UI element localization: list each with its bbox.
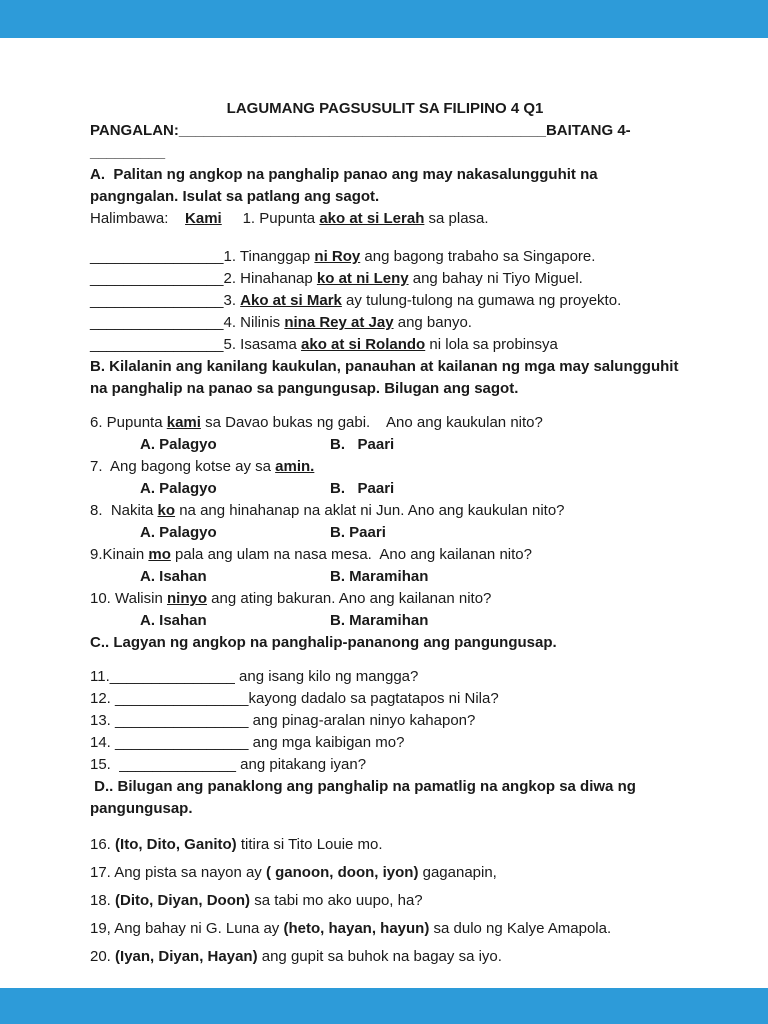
choices-line-7	[90, 478, 680, 500]
choice-b: B. Paari	[330, 480, 395, 497]
choices-line-10	[90, 610, 680, 632]
underlined-word: kami	[166, 414, 201, 431]
question-text: 4. Nilinis	[223, 314, 285, 331]
question-text: sa tabi mo ako uupo, ha?	[250, 892, 423, 909]
name-label: PANGALAN:	[90, 122, 179, 139]
question-text: titira si Tito Louie mo.	[236, 836, 383, 853]
choice-parenthetical: (Dito, Diyan, Doon)	[115, 892, 251, 909]
question-text: 10. Walisin	[90, 590, 167, 607]
question-text: sa dulo ng Kalye Amapola.	[429, 920, 612, 937]
underlined-word: amin.	[275, 458, 315, 475]
answer-blank: ______________	[119, 756, 236, 773]
question-number: 15.	[90, 756, 120, 773]
choice-a: A. Palagyo	[140, 480, 217, 497]
question-text: ang pinag-aralan ninyo kahapon?	[248, 712, 476, 729]
question-text: 17. Ang pista sa nayon ay	[90, 864, 266, 881]
question-number: 14.	[90, 734, 116, 751]
question-line-4	[90, 312, 680, 334]
answer-blank: ________________	[90, 248, 224, 265]
question-text: ang gupit sa buhok na bagay sa iyo.	[257, 948, 502, 965]
answer-blank: ________________	[90, 314, 224, 331]
question-number: 13.	[90, 712, 116, 729]
question-line-12	[90, 688, 680, 710]
question-text: ang ating bakuran. Ano ang kailanan nito?	[206, 590, 492, 607]
question-line-2	[90, 268, 680, 290]
question-text: 8. Nakita	[90, 502, 158, 519]
section-a-heading: A. Palitan ng angkop na panghalip panao ang may nakasalungguhit na pangngalan. Isulat sa patlang ang sagot.	[90, 166, 602, 205]
section-b-heading: B. Kilalanin ang kanilang kaukulan, panauhan at kailanan ng mga may salungguhit na panghalip na panao sa pangungusap. Bilugan ang sagot.	[90, 358, 683, 397]
answer-blank: ________________	[90, 292, 224, 309]
question-line-20	[90, 946, 680, 968]
question-text: ang mga kaibigan mo?	[248, 734, 405, 751]
question-text: 5. Isasama	[223, 336, 302, 353]
answer-blank: ________________	[115, 734, 249, 751]
question-text: 2. Hinahanap	[223, 270, 317, 287]
question-text: ay tulung-tulong na gumawa ng proyekto.	[341, 292, 622, 309]
question-line-10	[90, 588, 680, 610]
answer-blank: ________________	[115, 712, 249, 729]
question-line-17	[90, 862, 680, 884]
choice-parenthetical: (heto, hayan, hayun)	[283, 920, 430, 937]
worksheet-content	[90, 38, 683, 974]
choice-b: B. Maramihan	[330, 612, 429, 629]
name-blank-line: ____________________________________________	[178, 122, 546, 139]
question-line-11	[90, 666, 680, 688]
choice-parenthetical: ( ganoon, doon, iyon)	[265, 864, 419, 881]
question-line-16	[90, 834, 680, 856]
section-b-items	[90, 412, 680, 632]
answer-blank: ________________	[115, 690, 249, 707]
choice-a: A. Palagyo	[140, 524, 217, 541]
choices-line-6	[90, 434, 680, 456]
example-post-text: sa plasa.	[424, 210, 489, 227]
choice-parenthetical: (Ito, Dito, Ganito)	[115, 836, 237, 853]
section-a-example	[90, 208, 680, 230]
question-text: 1. Tinanggap	[223, 248, 315, 265]
viewer-bottom-bar	[0, 988, 768, 1024]
question-line-15	[90, 754, 680, 776]
question-text: ni lola sa probinsya	[425, 336, 558, 353]
question-text: sa Davao bukas ng gabi. Ano ang kaukulan nito?	[200, 414, 543, 431]
question-text: gaganapin,	[418, 864, 497, 881]
question-text: ang banyo.	[393, 314, 472, 331]
question-text: 7. Ang bagong kotse ay sa	[90, 458, 276, 475]
question-line-1	[90, 246, 680, 268]
question-text: 20.	[90, 948, 116, 965]
underlined-word: ninyo	[166, 590, 207, 607]
page-title: LAGUMANG PAGSUSULIT SA FILIPINO 4 Q1	[226, 100, 544, 117]
question-line-13	[90, 710, 680, 732]
answer-blank: _______________	[109, 668, 235, 685]
question-text: ang isang kilo ng mangga?	[234, 668, 419, 685]
question-line-18	[90, 890, 680, 912]
question-line-14	[90, 732, 680, 754]
question-text: 3.	[223, 292, 241, 309]
question-text: ang pitakang iyan?	[235, 756, 367, 773]
choice-b: B. Maramihan	[330, 568, 429, 585]
question-line-6	[90, 412, 680, 434]
underlined-word: mo	[148, 546, 171, 563]
question-line-5	[90, 334, 680, 356]
choices-line-8	[90, 522, 680, 544]
choice-a: A. Isahan	[140, 612, 207, 629]
question-text: kayong dadalo sa pagtatapos ni Nila?	[248, 690, 499, 707]
question-text: 19, Ang bahay ni G. Luna ay	[90, 920, 284, 937]
choice-b: B. Paari	[330, 524, 386, 541]
question-text: 16.	[90, 836, 116, 853]
example-underlined-word: ako at si Lerah	[319, 210, 425, 227]
answer-blank: ________________	[90, 336, 224, 353]
choice-a: A. Isahan	[140, 568, 207, 585]
choice-parenthetical: (Iyan, Diyan, Hayan)	[115, 948, 258, 965]
answer-blank: ________________	[90, 270, 224, 287]
question-text: 18.	[90, 892, 116, 909]
question-text: 6. Pupunta	[90, 414, 167, 431]
question-text: na ang hinahanap na aklat ni Jun. Ano ang kaukulan nito?	[175, 502, 565, 519]
question-text: ang bagong trabaho sa Singapore.	[360, 248, 596, 265]
question-line-7	[90, 456, 680, 478]
question-text: pala ang ulam na nasa mesa. Ano ang kailanan nito?	[170, 546, 532, 563]
section-d-items	[90, 834, 680, 968]
question-line-19	[90, 918, 680, 940]
underlined-word: nina Rey at Jay	[284, 314, 394, 331]
name-grade-line	[90, 120, 680, 164]
choice-a: A. Palagyo	[140, 436, 217, 453]
underlined-word: Ako at si Mark	[240, 292, 342, 309]
question-text: ang bahay ni Tiyo Miguel.	[408, 270, 583, 287]
question-line-9	[90, 544, 680, 566]
underlined-word: ni Roy	[314, 248, 361, 265]
grade-label: BAITANG 4-	[545, 122, 631, 139]
question-number: 11.	[90, 668, 110, 685]
section-a-items	[90, 246, 680, 356]
choices-line-9	[90, 566, 680, 588]
example-pre-text: 1. Pupunta	[221, 210, 320, 227]
question-number: 12.	[90, 690, 116, 707]
example-label: Halimbawa:	[90, 210, 186, 227]
question-line-8	[90, 500, 680, 522]
viewer-top-bar	[0, 0, 768, 38]
section-c-heading: C.. Lagyan ng angkop na panghalip-pananong ang pangungusap.	[90, 634, 557, 651]
question-line-3	[90, 290, 680, 312]
example-answer: Kami	[185, 210, 222, 227]
underlined-word: ko	[157, 502, 176, 519]
underlined-word: ko at ni Leny	[316, 270, 409, 287]
section-d-heading: D.. Bilugan ang panaklong ang panghalip na pamatlig na angkop sa diwa ng pangungusap.	[90, 778, 641, 817]
grade-blank-line: _________	[90, 144, 166, 161]
question-text: 9.Kinain	[90, 546, 149, 563]
choice-b: B. Paari	[330, 436, 395, 453]
underlined-word: ako at si Rolando	[301, 336, 426, 353]
section-c-items	[90, 666, 680, 776]
